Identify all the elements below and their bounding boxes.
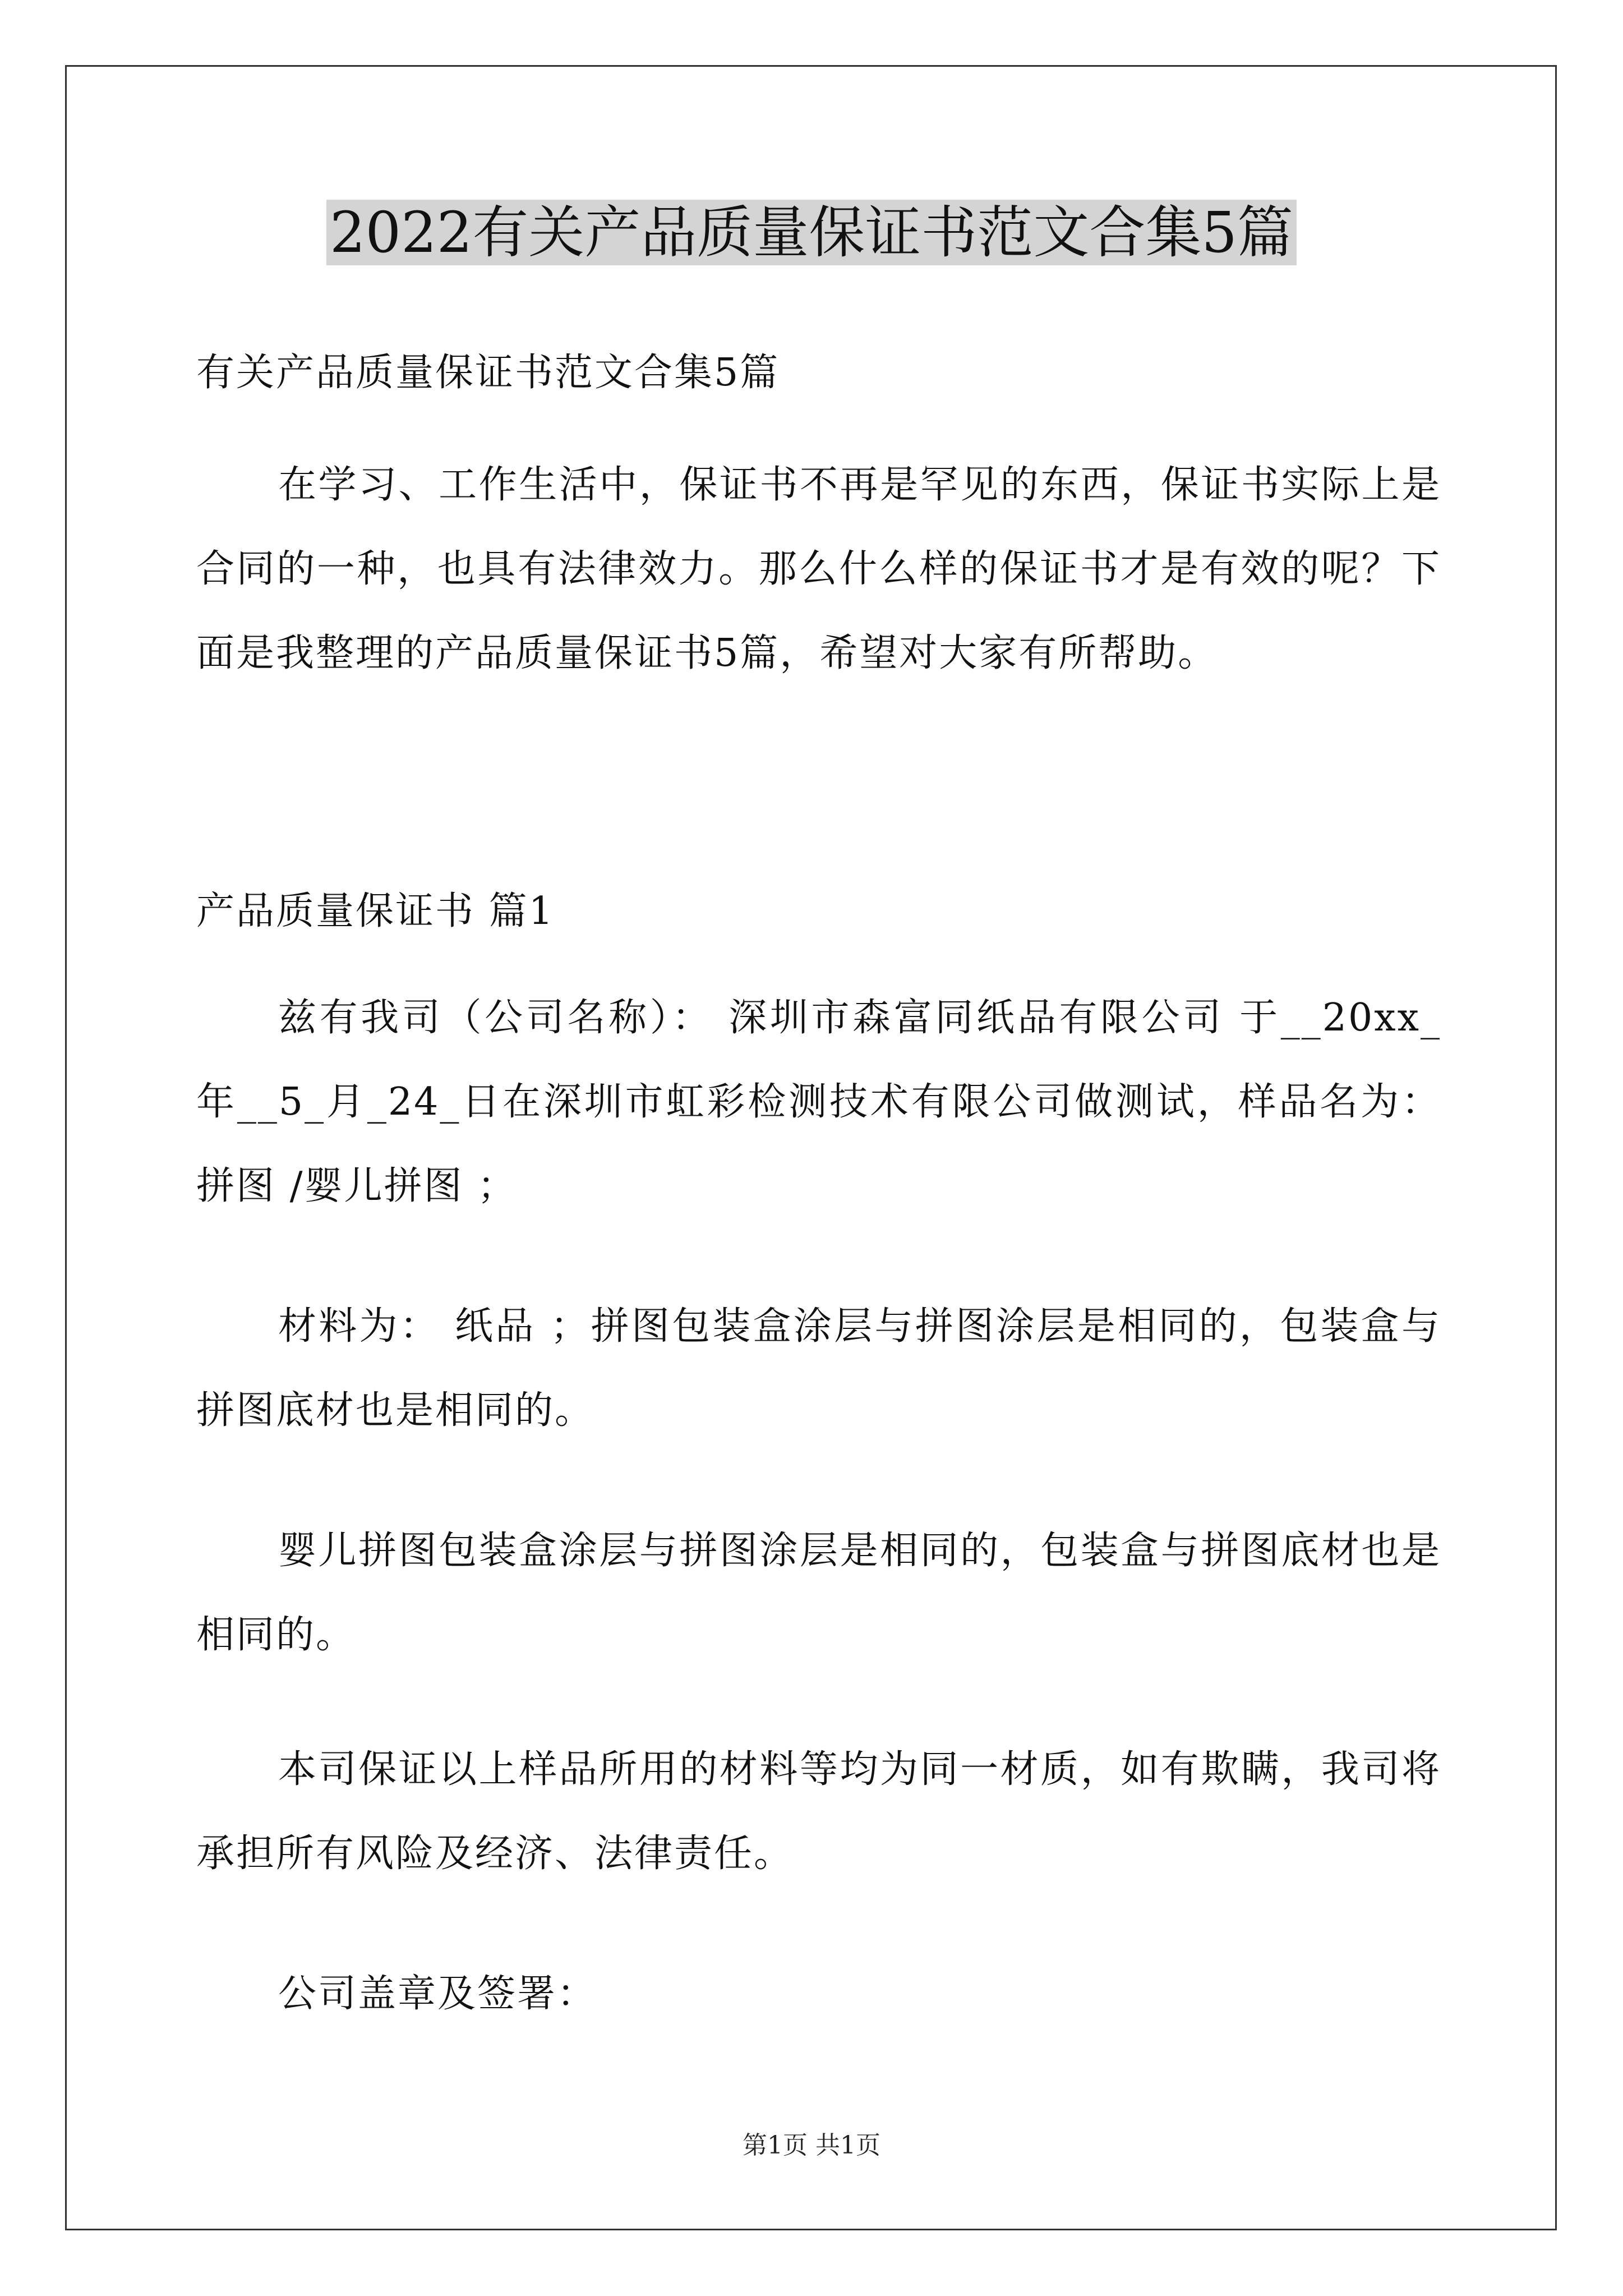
body-paragraph-4: 本司保证以上样品所用的材料等均为同一材质，如有欺瞒，我司将承担所有风险及经济、法律责任。: [196, 1747, 1441, 1876]
document-title: [0, 196, 1623, 269]
intro-paragraph: 在学习、工作生活中，保证书不再是罕见的东西，保证书实际上是合同的一种，也具有法律效力。那么什么样的保证书才是有效的呢？下面是我整理的产品质量保证书5篇，希望对大家有所帮助。: [196, 463, 1441, 675]
document-subtitle: 有关产品质量保证书范文合集5篇: [196, 351, 780, 395]
body-paragraph-2: 材料为： 纸品 ；拼图包装盒涂层与拼图涂层是相同的，包装盒与拼图底材也是相同的。: [196, 1304, 1441, 1433]
section-heading: 产品质量保证书 篇1: [196, 889, 555, 933]
signature-line: 公司盖章及签署：: [278, 1972, 597, 2016]
body-paragraph-1: 兹有我司（公司名称）： 深圳市森富同纸品有限公司 于__20xx_年__5_月_24_日在深圳市虹彩检测技术有限公司做测试，样品名为：拼图 /婴儿拼图 ；: [196, 996, 1441, 1208]
page-footer: 第1页 共1页: [743, 2131, 880, 2160]
body-paragraph-3: 婴儿拼图包装盒涂层与拼图涂层是相同的，包装盒与拼图底材也是相同的。: [196, 1529, 1441, 1657]
document-title-text: 2022有关产品质量保证书范文合集5篇: [326, 200, 1297, 265]
